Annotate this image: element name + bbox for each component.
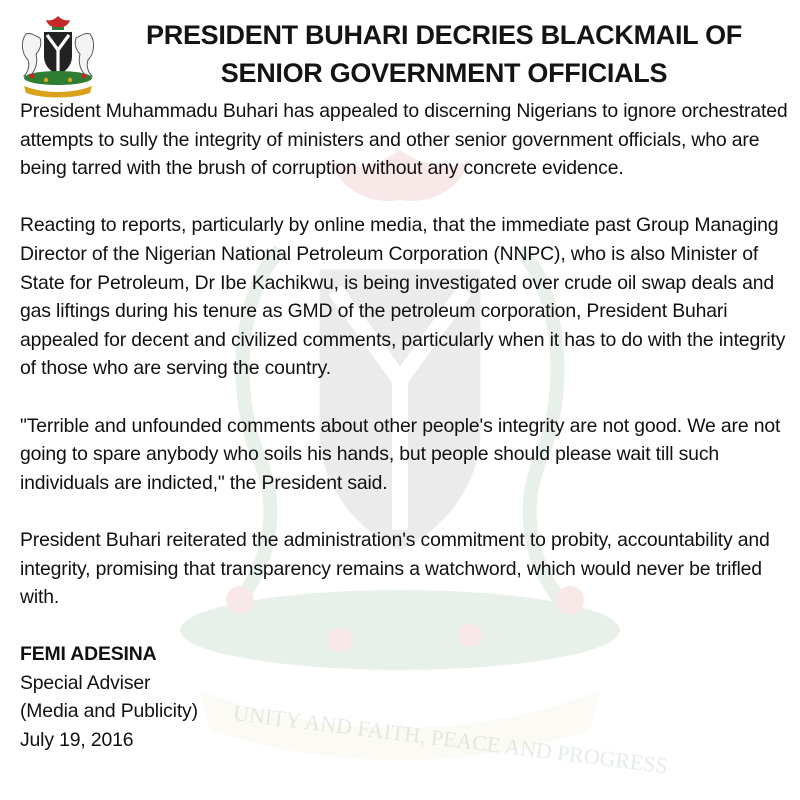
paragraph-2: Reacting to reports, particularly by online media, that the immediate past Group Managing Director of the Nigerian National Petroleum Corporation (NNPC), who is also Minister of State for Petroleum, Dr Ibe Kachikwu, is being investigated over crude oil swap deals and gas liftings during his tenure as GMD of the petroleum corporation, President Buhari appealed for decent and civilized comments, particularly when it has to do with the integrity of those who are serving the country. xyxy=(20,214,786,380)
signature-block xyxy=(20,640,792,754)
title-line-1: PRESIDENT BUHARI DECRIES BLACKMAIL OF xyxy=(146,20,742,50)
watermark-motto: UNITY AND FAITH, PEACE AND PROGRESS xyxy=(231,700,670,779)
signatory-department: (Media and Publicity) xyxy=(20,700,198,723)
nigeria-coat-of-arms-logo xyxy=(14,14,102,98)
paragraph-3: "Terrible and unfounded comments about other people's integrity are not good. We are not going to spare anybody who soils his hands, but people should please wait till such individuals are indicted," the President said. xyxy=(20,414,781,494)
signatory-role: Special Adviser xyxy=(20,671,151,694)
paragraph-4: President Buhari reiterated the administration's commitment to probity, accountability and integrity, promising that transparency remains a watchword, which would never be trifled with. xyxy=(20,528,770,609)
signatory-name: FEMI ADESINA xyxy=(20,643,157,666)
paragraph-1: President Muhammadu Buhari has appealed to discerning Nigerians to ignore orchestrated attempts to sully the integrity of ministers and other senior government officials, who are being tarred with the brush of corruption without any concrete evidence. xyxy=(20,100,788,180)
press-release-body xyxy=(20,97,792,755)
release-date: July 19, 2016 xyxy=(20,729,134,752)
title-line-2: SENIOR GOVERNMENT OFFICIALS xyxy=(220,58,668,88)
document-title xyxy=(96,16,792,92)
